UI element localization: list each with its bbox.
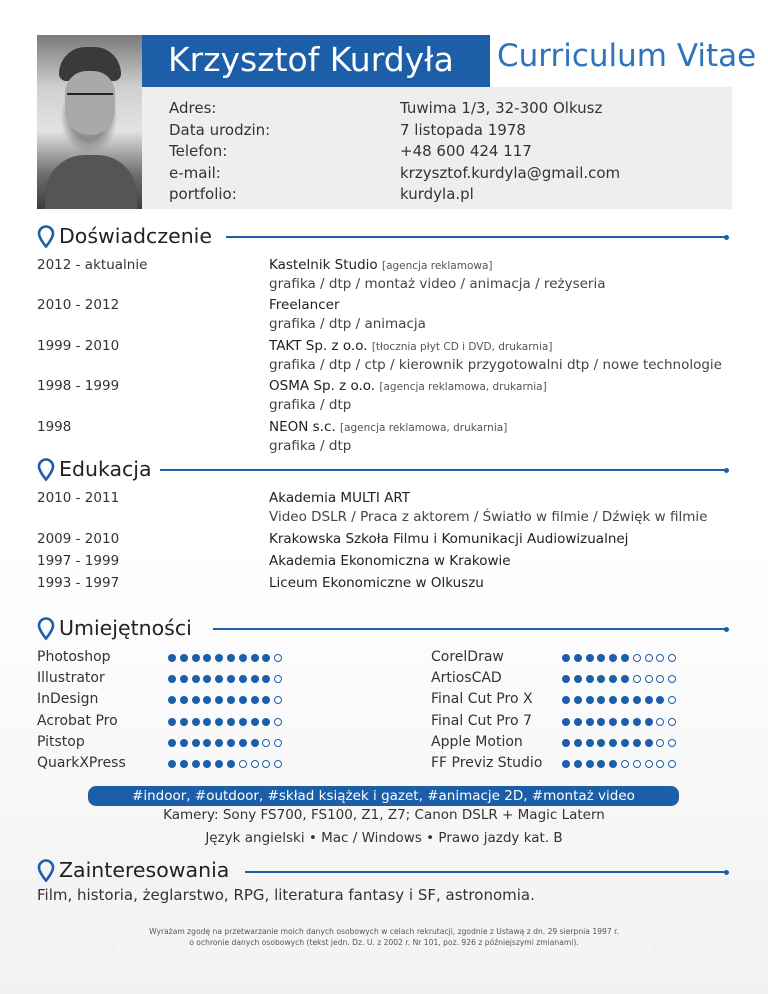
interests-text: Film, historia, żeglarstwo, RPG, literatura fantasy i SF, astronomia. <box>37 886 535 904</box>
map-pin-icon <box>37 617 55 641</box>
skill-row <box>431 734 731 754</box>
experience-dates: 2012 - aktualnie <box>37 257 148 273</box>
skill-row <box>37 734 337 754</box>
skill-dot-filled <box>180 696 188 704</box>
contact-label: Data urodzin: <box>169 120 271 139</box>
skill-dot-empty <box>251 760 259 768</box>
skill-level-dots <box>168 739 282 747</box>
skill-dot-filled <box>562 654 570 662</box>
skill-level-dots <box>168 675 282 683</box>
skill-dot-filled <box>262 654 270 662</box>
skill-dot-filled <box>239 739 247 747</box>
skill-name: CorelDraw <box>431 649 504 665</box>
section-divider <box>226 236 726 238</box>
skill-dot-filled <box>621 654 629 662</box>
skill-dot-empty <box>645 675 653 683</box>
skill-dot-empty <box>656 739 664 747</box>
section-divider <box>245 871 726 873</box>
section-divider <box>160 469 726 471</box>
experience-item <box>269 338 552 354</box>
skill-name: QuarkXPress <box>37 755 126 771</box>
skill-dot-filled <box>574 760 582 768</box>
skill-dot-filled <box>180 760 188 768</box>
skill-dot-filled <box>645 739 653 747</box>
skill-dot-filled <box>597 718 605 726</box>
skill-dot-filled <box>645 696 653 704</box>
divider-end-dot <box>724 627 729 632</box>
skill-dot-filled <box>227 718 235 726</box>
skill-dot-filled <box>251 675 259 683</box>
skill-row <box>431 691 731 711</box>
contact-values <box>400 98 620 206</box>
skill-level-dots <box>168 696 282 704</box>
education-dates: 2010 - 2011 <box>37 490 120 506</box>
skill-dot-empty <box>633 654 641 662</box>
skill-dot-filled <box>180 718 188 726</box>
skill-dot-filled <box>251 739 259 747</box>
skill-dot-filled <box>215 760 223 768</box>
skill-row <box>37 649 337 669</box>
document-title: Curriculum Vitae <box>497 38 757 74</box>
skill-dot-filled <box>168 760 176 768</box>
skill-dot-filled <box>215 696 223 704</box>
skill-dot-filled <box>574 739 582 747</box>
skill-dot-filled <box>203 760 211 768</box>
employer-note: [tłocznia płyt CD i DVD, drukarnia] <box>371 341 553 353</box>
skill-dot-empty <box>656 675 664 683</box>
skill-dot-filled <box>215 718 223 726</box>
school-name: Akademia MULTI ART <box>269 490 411 506</box>
skill-dot-empty <box>645 760 653 768</box>
skill-dot-filled <box>586 718 594 726</box>
skill-dot-empty <box>274 675 282 683</box>
skill-dot-filled <box>574 675 582 683</box>
skill-name: Final Cut Pro 7 <box>431 712 532 729</box>
skill-row <box>37 713 337 733</box>
skill-dot-filled <box>168 696 176 704</box>
experience-dates: 1998 <box>37 419 72 435</box>
skill-row <box>37 670 337 690</box>
skill-dot-filled <box>262 675 270 683</box>
skill-dot-filled <box>239 696 247 704</box>
experience-description: grafika / dtp <box>269 438 352 454</box>
skill-dot-filled <box>180 739 188 747</box>
section-divider <box>213 628 726 630</box>
skill-dot-empty <box>633 760 641 768</box>
experience-dates: 1998 - 1999 <box>37 378 120 394</box>
skill-name: Acrobat Pro <box>37 712 118 729</box>
skill-dot-filled <box>586 654 594 662</box>
skill-dot-filled <box>203 718 211 726</box>
employer-name: NEON s.c. <box>269 419 336 435</box>
employer-note: [agencja reklamowa, drukarnia] <box>339 422 508 434</box>
contact-label: Telefon: <box>169 142 228 160</box>
skill-dot-empty <box>668 675 676 683</box>
skill-dot-filled <box>633 718 641 726</box>
education-dates: 1997 - 1999 <box>37 553 120 569</box>
skill-dot-empty <box>274 696 282 704</box>
skill-level-dots <box>562 739 676 747</box>
employer-name: Kastelnik Studio <box>269 257 378 273</box>
skill-dot-filled <box>621 739 629 747</box>
address-value: Tuwima 1/3, 32-300 Olkusz <box>400 99 603 117</box>
skill-name: Photoshop <box>37 649 111 665</box>
skill-dot-filled <box>168 675 176 683</box>
skill-dot-empty <box>668 718 676 726</box>
skill-dot-filled <box>203 696 211 704</box>
experience-item <box>269 378 547 394</box>
skill-dot-filled <box>227 760 235 768</box>
skill-dot-empty <box>239 760 247 768</box>
skill-dot-empty <box>656 654 664 662</box>
skill-dot-filled <box>609 696 617 704</box>
skill-dot-filled <box>586 675 594 683</box>
skill-dot-filled <box>239 654 247 662</box>
skill-dot-filled <box>227 654 235 662</box>
employer-name: TAKT Sp. z o.o. <box>269 338 368 354</box>
skill-dot-empty <box>621 760 629 768</box>
school-name: Krakowska Szkoła Filmu i Komunikacji Audiowizualnej <box>269 531 629 547</box>
skill-dot-filled <box>574 654 582 662</box>
skill-dot-filled <box>609 739 617 747</box>
section-title-skills: Umiejętności <box>59 616 192 640</box>
skill-dot-empty <box>656 718 664 726</box>
skill-dot-filled <box>574 718 582 726</box>
skill-name: Pitstop <box>37 733 85 750</box>
skill-dot-filled <box>562 739 570 747</box>
skill-dot-filled <box>586 696 594 704</box>
skill-dot-filled <box>586 739 594 747</box>
contact-labels <box>169 98 270 206</box>
employer-note: [agencja reklamowa, drukarnia] <box>379 381 547 393</box>
skill-level-dots <box>562 696 676 704</box>
skill-row <box>37 691 337 711</box>
skill-dot-filled <box>215 739 223 747</box>
skill-dot-filled <box>656 696 664 704</box>
skill-dot-empty <box>262 739 270 747</box>
skill-dot-filled <box>168 739 176 747</box>
skill-dot-filled <box>262 718 270 726</box>
employer-name: Freelancer <box>269 297 340 313</box>
experience-item <box>269 257 493 273</box>
skill-dot-empty <box>633 675 641 683</box>
skill-level-dots <box>168 654 282 662</box>
birthdate-value: 7 listopada 1978 <box>400 120 526 139</box>
contact-label: Adres: <box>169 99 217 117</box>
skill-dot-filled <box>597 760 605 768</box>
skill-dot-empty <box>262 760 270 768</box>
skill-dot-filled <box>562 718 570 726</box>
skill-dot-filled <box>609 654 617 662</box>
school-name: Liceum Ekonomiczne w Olkuszu <box>269 575 484 591</box>
skill-dot-empty <box>668 696 676 704</box>
skill-dot-filled <box>609 718 617 726</box>
divider-end-dot <box>724 870 729 875</box>
skill-level-dots <box>562 718 676 726</box>
section-title-experience: Doświadczenie <box>59 224 212 248</box>
skill-row <box>431 649 731 669</box>
skill-name: ArtiosCAD <box>431 670 502 687</box>
skill-dot-filled <box>239 675 247 683</box>
skill-name: Apple Motion <box>431 733 523 750</box>
skill-level-dots <box>562 654 676 662</box>
other-skills-line: Język angielski • Mac / Windows • Prawo jazdy kat. B <box>205 830 563 846</box>
profile-photo <box>37 35 142 209</box>
skill-dot-filled <box>203 675 211 683</box>
skill-level-dots <box>168 760 282 768</box>
skill-dot-filled <box>192 696 200 704</box>
section-title-education: Edukacja <box>59 457 152 481</box>
experience-dates: 2010 - 2012 <box>37 297 120 313</box>
skill-dot-filled <box>562 760 570 768</box>
consent-line-1: Wyrażam zgodę na przetwarzanie moich danych osobowych w celach rekrutacji, zgodnie z Ustawą z dn. 29 sierpnia 1997 r. <box>149 927 619 936</box>
skill-dot-empty <box>645 654 653 662</box>
skill-row <box>37 755 337 775</box>
skill-dot-filled <box>251 654 259 662</box>
section-title-interests: Zainteresowania <box>59 858 230 882</box>
map-pin-icon <box>37 458 55 482</box>
skill-dot-filled <box>192 654 200 662</box>
skill-dot-filled <box>192 760 200 768</box>
skill-dot-filled <box>203 739 211 747</box>
skill-dot-filled <box>251 696 259 704</box>
employer-name: OSMA Sp. z o.o. <box>269 378 376 394</box>
skill-dot-filled <box>562 696 570 704</box>
contact-label: portfolio: <box>169 185 237 203</box>
skill-dot-empty <box>274 739 282 747</box>
skill-row <box>431 670 731 690</box>
skill-dot-filled <box>192 739 200 747</box>
skill-dot-filled <box>239 718 247 726</box>
skill-row <box>431 713 731 733</box>
education-description: Video DSLR / Praca z aktorem / Światło w filmie / Dźwięk w filmie <box>269 509 708 525</box>
skill-dot-filled <box>215 675 223 683</box>
education-dates: 2009 - 2010 <box>37 531 120 547</box>
consent-box <box>116 920 652 952</box>
map-pin-icon <box>37 225 55 249</box>
skill-dot-filled <box>597 696 605 704</box>
skill-dot-filled <box>586 760 594 768</box>
skill-dot-filled <box>168 654 176 662</box>
consent-line-2: o ochronie danych osobowych (tekst jedn. Dz. U. z 2002 r. Nr 101, poz. 926 z późniejszymi zmianami). <box>189 938 579 947</box>
skill-dot-filled <box>562 675 570 683</box>
email-value[interactable]: krzysztof.kurdyla@gmail.com <box>400 163 621 182</box>
divider-end-dot <box>724 235 729 240</box>
education-dates: 1993 - 1997 <box>37 575 120 591</box>
skill-row <box>431 755 731 775</box>
skill-dot-filled <box>621 696 629 704</box>
skill-name: Final Cut Pro X <box>431 691 533 708</box>
skill-dot-filled <box>621 718 629 726</box>
skill-name: Illustrator <box>37 670 105 687</box>
skill-dot-filled <box>227 739 235 747</box>
skill-dot-filled <box>597 739 605 747</box>
skill-tags: #indoor, #outdoor, #skład książek i gazet, #animacje 2D, #montaż video <box>132 788 635 804</box>
skill-dot-empty <box>668 739 676 747</box>
skill-dot-empty <box>656 760 664 768</box>
skill-dot-filled <box>215 654 223 662</box>
phone-value[interactable]: +48 600 424 117 <box>400 142 532 160</box>
skill-dot-filled <box>180 654 188 662</box>
experience-dates: 1999 - 2010 <box>37 338 120 354</box>
divider-end-dot <box>724 468 729 473</box>
skill-dot-empty <box>274 654 282 662</box>
skill-dot-filled <box>227 675 235 683</box>
skill-dot-filled <box>597 675 605 683</box>
skill-dot-filled <box>192 718 200 726</box>
skill-dot-filled <box>633 739 641 747</box>
cameras-line: Kamery: Sony FS700, FS100, Z1, Z7; Canon DSLR + Magic Latern <box>163 807 605 823</box>
school-name: Akademia Ekonomiczna w Krakowie <box>269 553 511 569</box>
skill-dot-empty <box>274 760 282 768</box>
skill-dot-empty <box>668 654 676 662</box>
experience-description: grafika / dtp <box>269 397 352 413</box>
experience-description: grafika / dtp / montaż video / animacja / reżyseria <box>269 276 606 292</box>
skill-dot-filled <box>574 696 582 704</box>
candidate-name: Krzysztof Kurdyła <box>168 40 454 79</box>
skill-dot-filled <box>251 718 259 726</box>
skill-level-dots <box>562 675 676 683</box>
skill-dot-filled <box>609 675 617 683</box>
skill-dot-filled <box>597 654 605 662</box>
employer-note: [agencja reklamowa] <box>381 260 493 272</box>
experience-item <box>269 419 507 435</box>
skill-dot-filled <box>262 696 270 704</box>
skill-dot-filled <box>180 675 188 683</box>
skill-dot-filled <box>203 654 211 662</box>
skill-dot-empty <box>668 760 676 768</box>
skill-level-dots <box>168 718 282 726</box>
skill-dot-filled <box>192 675 200 683</box>
contact-label: e-mail: <box>169 163 221 182</box>
skill-name: FF Previz Studio <box>431 755 543 771</box>
experience-description: grafika / dtp / animacja <box>269 316 426 332</box>
skill-dot-filled <box>621 675 629 683</box>
skill-dot-filled <box>633 696 641 704</box>
skill-name: InDesign <box>37 691 99 708</box>
skill-dot-filled <box>168 718 176 726</box>
skill-dot-filled <box>645 718 653 726</box>
map-pin-icon <box>37 859 55 883</box>
experience-description: grafika / dtp / ctp / kierownik przygotowalni dtp / nowe technologie <box>269 357 722 373</box>
skill-dot-filled <box>227 696 235 704</box>
skill-dot-filled <box>609 760 617 768</box>
portfolio-link[interactable]: kurdyla.pl <box>400 185 474 203</box>
skill-dot-empty <box>274 718 282 726</box>
skill-level-dots <box>562 760 676 768</box>
